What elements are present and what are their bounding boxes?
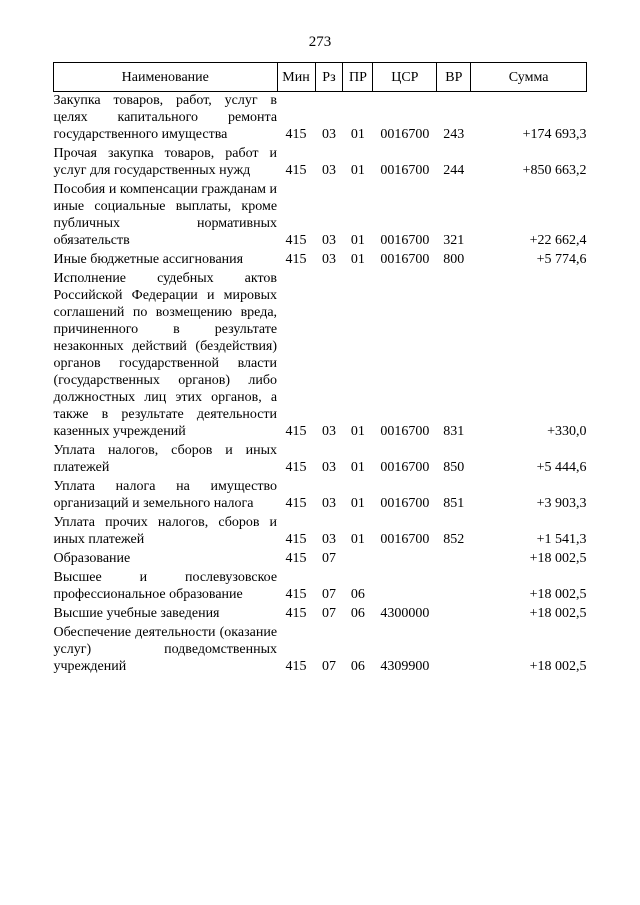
table-row — [54, 145, 587, 181]
row-pr: 06 — [350, 587, 365, 602]
row-min: 415 — [285, 163, 307, 178]
row-name: Высшее и послевузовское профессиональное образование — [53, 570, 278, 602]
row-sum: +3 903,3 — [536, 496, 587, 511]
row-rz: 03 — [321, 424, 336, 439]
header-name: Наименование — [54, 63, 278, 92]
row-rz: 07 — [321, 606, 336, 621]
row-vr — [437, 605, 471, 624]
row-csr — [373, 569, 437, 605]
table-row — [54, 181, 587, 251]
row-sum: +22 662,4 — [529, 233, 587, 248]
row-rz: 03 — [321, 233, 336, 248]
row-sum: +174 693,3 — [522, 127, 587, 142]
row-sum: +5 444,6 — [536, 460, 587, 475]
row-min: 415 — [285, 532, 307, 547]
row-sum: +18 002,5 — [529, 606, 587, 621]
row-min: 415 — [285, 233, 307, 248]
table-row — [54, 550, 587, 569]
row-name: Уплата налогов, сборов и иных платежей — [53, 443, 278, 475]
table-row — [54, 92, 587, 146]
header-pr: ПР — [343, 63, 373, 92]
row-sum: +5 774,6 — [536, 252, 587, 267]
row-min: 415 — [285, 127, 307, 142]
row-csr: 0016700 — [380, 532, 430, 547]
row-min: 415 — [285, 659, 307, 674]
row-vr: 800 — [443, 252, 465, 267]
row-sum: +330,0 — [547, 424, 587, 439]
table-row — [54, 478, 587, 514]
row-sum: +1 541,3 — [536, 532, 587, 547]
row-rz: 03 — [321, 252, 336, 267]
row-min: 415 — [285, 424, 307, 439]
row-vr: 244 — [443, 163, 465, 178]
table-row — [54, 251, 587, 270]
table-row — [54, 624, 587, 677]
row-rz: 07 — [321, 551, 336, 566]
row-min: 415 — [285, 252, 307, 267]
row-csr: 4300000 — [380, 606, 430, 621]
table-row — [54, 514, 587, 550]
header-vr: ВР — [437, 63, 471, 92]
page-number: 273 — [308, 34, 332, 50]
row-name: Уплата налога на имущество организаций и земельного налога — [53, 479, 278, 511]
row-rz: 07 — [321, 587, 336, 602]
row-pr: 01 — [350, 233, 365, 248]
row-pr — [343, 550, 373, 569]
row-sum: +18 002,5 — [529, 587, 587, 602]
row-csr: 0016700 — [380, 424, 430, 439]
row-csr: 0016700 — [380, 460, 430, 475]
row-name: Прочая закупка товаров, работ и услуг для государственных нужд — [53, 146, 278, 178]
row-pr: 01 — [350, 163, 365, 178]
row-min: 415 — [285, 551, 307, 566]
row-vr — [437, 550, 471, 569]
row-csr — [373, 550, 437, 569]
table-row — [54, 569, 587, 605]
row-csr: 0016700 — [380, 163, 430, 178]
row-csr: 0016700 — [380, 496, 430, 511]
header-sum: Сумма — [471, 63, 587, 92]
row-csr: 0016700 — [380, 127, 430, 142]
row-min: 415 — [285, 460, 307, 475]
row-min: 415 — [285, 606, 307, 621]
row-name: Иные бюджетные ассигнования — [53, 252, 244, 267]
row-name: Уплата прочих налогов, сборов и иных платежей — [53, 515, 278, 547]
row-name: Исполнение судебных актов Российской Федерации и мировых соглашений по возмещению вреда, причиненного в результате незаконных действий (бездействия) органов государственной власти (государственных органов) либо должностных лиц этих органов, а также в результате деятельности казенных учреждений — [53, 271, 278, 439]
budget-table — [53, 62, 587, 677]
table-row — [54, 442, 587, 478]
row-pr: 01 — [350, 532, 365, 547]
row-csr: 0016700 — [380, 233, 430, 248]
row-pr: 01 — [350, 127, 365, 142]
row-rz: 03 — [321, 460, 336, 475]
row-name: Обеспечение деятельности (оказание услуг) подведомственных учреждений — [53, 625, 278, 674]
row-min: 415 — [285, 587, 307, 602]
row-vr: 851 — [443, 496, 465, 511]
row-name: Закупка товаров, работ, услуг в целях капитального ремонта государственного имущества — [53, 93, 278, 142]
row-sum: +850 663,2 — [522, 163, 587, 178]
row-csr: 0016700 — [380, 252, 430, 267]
row-vr: 852 — [443, 532, 465, 547]
row-rz: 03 — [321, 163, 336, 178]
row-rz: 03 — [321, 496, 336, 511]
table-row — [54, 605, 587, 624]
row-vr — [437, 569, 471, 605]
row-vr: 321 — [443, 233, 465, 248]
row-vr: 243 — [443, 127, 465, 142]
table-header-row — [54, 63, 587, 92]
row-pr: 01 — [350, 252, 365, 267]
row-pr: 06 — [350, 659, 365, 674]
row-pr: 01 — [350, 424, 365, 439]
header-csr: ЦСР — [373, 63, 437, 92]
row-vr: 850 — [443, 460, 465, 475]
row-rz: 03 — [321, 127, 336, 142]
table-row — [54, 270, 587, 442]
row-min: 415 — [285, 496, 307, 511]
header-min: Мин — [277, 63, 315, 92]
row-name: Высшие учебные заведения — [53, 606, 220, 621]
row-sum: +18 002,5 — [529, 659, 587, 674]
row-vr — [437, 624, 471, 677]
row-rz: 07 — [321, 659, 336, 674]
row-pr: 01 — [350, 496, 365, 511]
row-csr: 4309900 — [380, 659, 430, 674]
row-name: Образование — [53, 551, 131, 566]
row-rz: 03 — [321, 532, 336, 547]
row-pr: 01 — [350, 460, 365, 475]
row-pr: 06 — [350, 606, 365, 621]
header-rz: Рз — [315, 63, 343, 92]
row-sum: +18 002,5 — [529, 551, 587, 566]
row-name: Пособия и компенсации гражданам и иные социальные выплаты, кроме публичных нормативных обязательств — [53, 182, 278, 248]
row-vr: 831 — [443, 424, 465, 439]
